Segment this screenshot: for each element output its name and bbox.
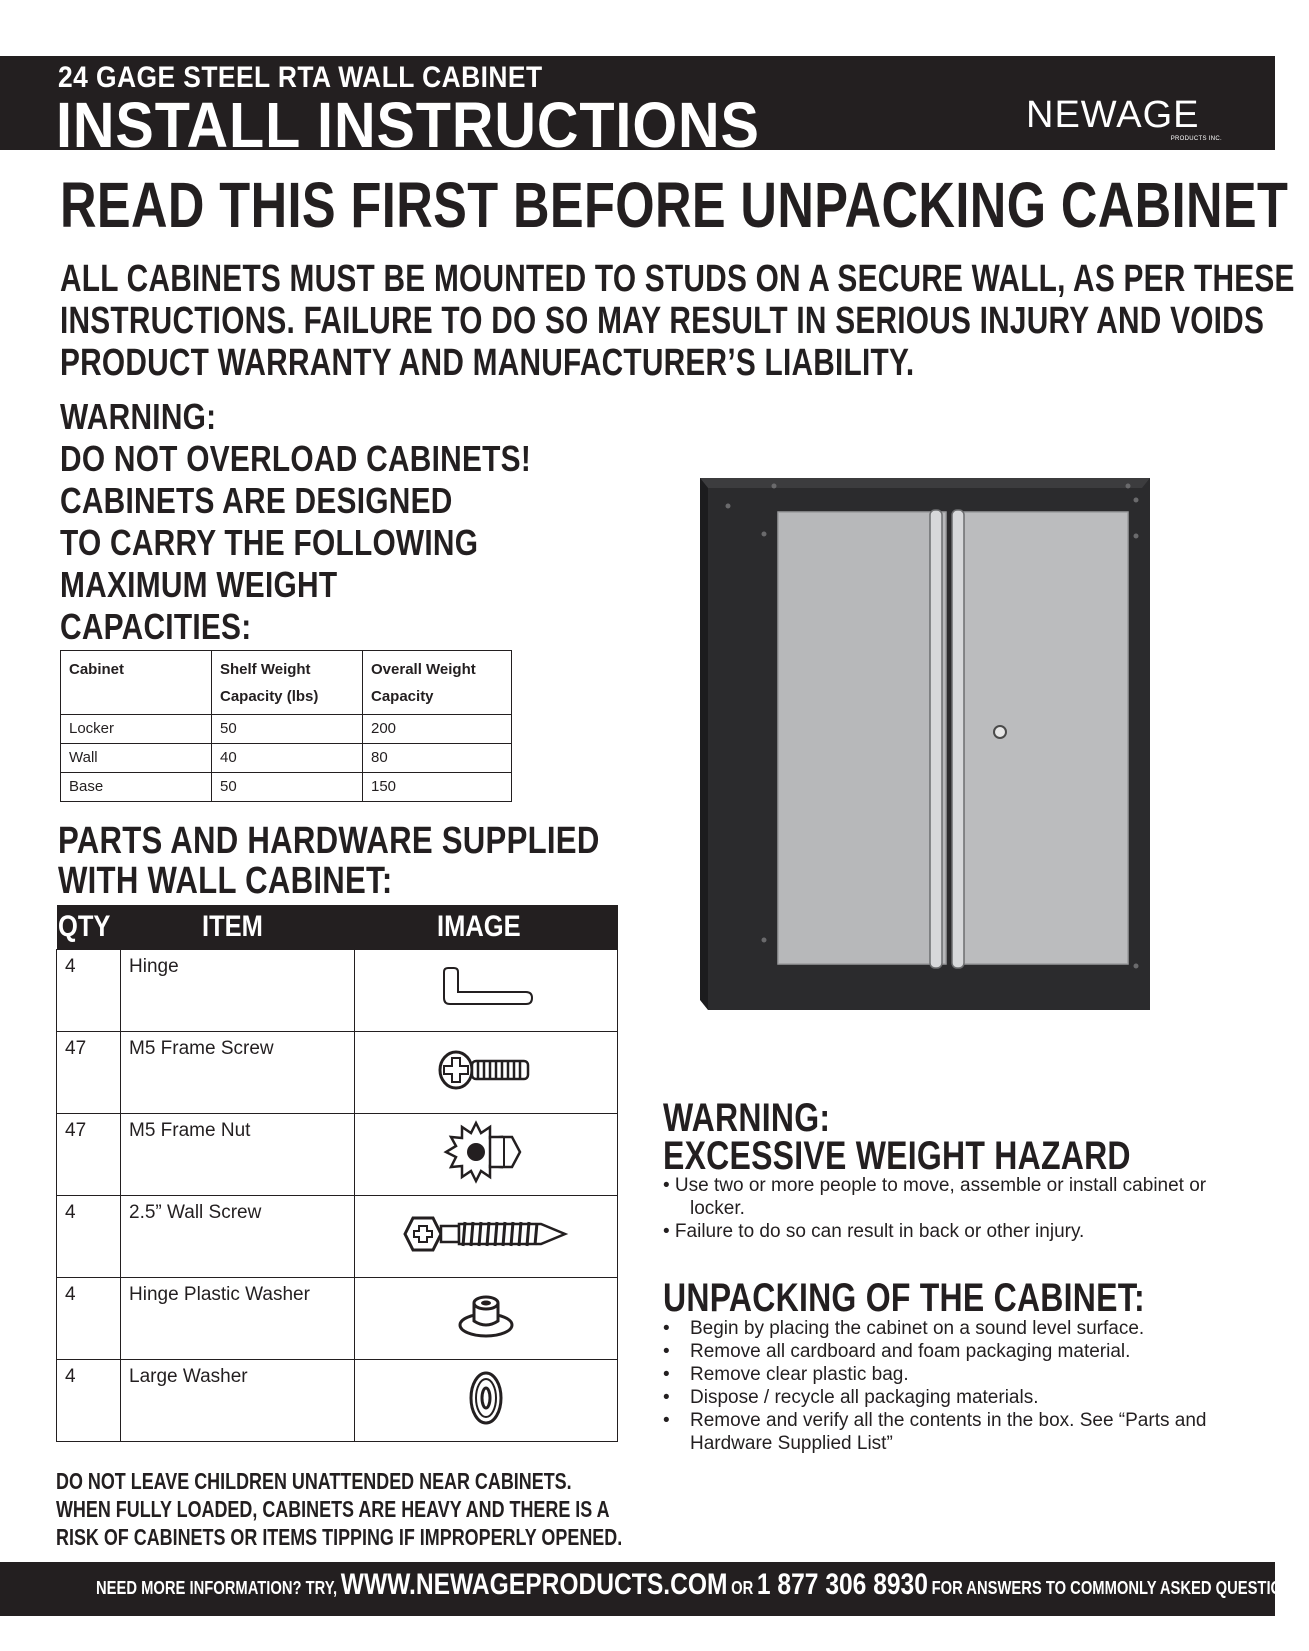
parts-table-header-row [57, 905, 618, 950]
weight-hazard-bullet-1: • Use two or more people to move, assemble or install cabinet or [663, 1175, 1207, 1196]
read-first-heading: READ THIS FIRST BEFORE UNPACKING CABINET [60, 169, 1289, 241]
table-row [57, 1032, 618, 1114]
capacity-header-overall: Overall Weight Capacity [363, 651, 512, 715]
unpacking-heading: UNPACKING OF THE CABINET: [663, 1276, 1145, 1320]
capacity-header-cabinet: Cabinet [61, 651, 212, 715]
item-cell: Large Washer [121, 1360, 355, 1442]
newage-logo [1026, 94, 1222, 142]
shelf-capacity-cell: 50 [212, 773, 363, 802]
overload-warning-line-6: CAPACITIES: [60, 606, 252, 647]
wall-cabinet-illustration [690, 470, 1160, 1030]
wall-screw-icon [401, 1209, 571, 1259]
website-link[interactable]: WWW.NEWAGEPRODUCTS.COM [340, 1568, 728, 1601]
item-cell: M5 Frame Nut [121, 1114, 355, 1196]
unpacking-step-3: Remove clear plastic bag. [690, 1364, 909, 1385]
parts-heading-line-2: WITH WALL CABINET: [58, 860, 393, 902]
capacity-header-shelf: Shelf Weight Capacity (lbs) [212, 651, 363, 715]
weight-hazard-heading-line-1: WARNING: [663, 1096, 831, 1140]
frame-nut-icon [446, 1119, 526, 1185]
parts-hardware-table [56, 905, 618, 1442]
parts-heading-line-1: PARTS AND HARDWARE SUPPLIED [58, 820, 600, 862]
item-cell: M5 Frame Screw [121, 1032, 355, 1114]
cabinet-type-cell: Wall [61, 744, 212, 773]
image-cell [355, 1032, 618, 1114]
qty-cell: 47 [57, 1032, 121, 1114]
footer-period: . [1302, 1568, 1309, 1601]
weight-hazard-bullet-1-cont: locker. [690, 1198, 745, 1219]
bullet-icon: • [663, 1364, 670, 1385]
overload-warning-line-3: CABINETS ARE DESIGNED [60, 480, 453, 521]
cabinet-type-cell: Locker [61, 715, 212, 744]
table-row [57, 1196, 618, 1278]
bullet-icon: • [663, 1318, 670, 1339]
logo-subtext: PRODUCTS INC. [1170, 136, 1222, 142]
children-warning-line-3: RISK OF CABINETS OR ITEMS TIPPING IF IMPROPERLY OPENED. [56, 1524, 623, 1550]
hinge-icon [436, 966, 536, 1010]
children-warning-line-2: WHEN FULLY LOADED, CABINETS ARE HEAVY AND THERE IS A [56, 1496, 610, 1522]
qty-cell: 4 [57, 1360, 121, 1442]
unpacking-step-2: Remove all cardboard and foam packaging material. [690, 1341, 1131, 1362]
parts-header-qty: QTY [57, 905, 121, 950]
header-band [0, 56, 1275, 161]
weight-capacity-table [60, 650, 512, 802]
image-cell [355, 950, 618, 1032]
overall-capacity-cell: 200 [363, 715, 512, 744]
cabinet-type-cell: Base [61, 773, 212, 802]
qty-cell: 4 [57, 950, 121, 1032]
bullet-icon: • [663, 1387, 670, 1408]
unpacking-step-1: Begin by placing the cabinet on a sound level surface. [690, 1318, 1145, 1339]
mounting-warning-line-3: PRODUCT WARRANTY AND MANUFACTURER’S LIABILITY. [60, 342, 915, 384]
item-cell: Hinge [121, 950, 355, 1032]
overload-warning-line-5: MAXIMUM WEIGHT [60, 564, 338, 605]
qty-cell: 4 [57, 1278, 121, 1360]
plastic-washer-icon [456, 1291, 516, 1341]
overload-warning-line-4: TO CARRY THE FOLLOWING [60, 522, 479, 563]
logo-text: NEWAGE [1026, 94, 1200, 136]
qty-cell: 47 [57, 1114, 121, 1196]
table-row [61, 744, 512, 773]
unpacking-step-5: Remove and verify all the contents in the box. See “Parts and [690, 1410, 1207, 1431]
footer-text-1: NEED MORE INFORMATION? TRY, [96, 1578, 338, 1598]
image-cell [355, 1114, 618, 1196]
overload-warning-line-2: DO NOT OVERLOAD CABINETS! [60, 438, 532, 479]
overall-capacity-cell: 80 [363, 744, 512, 773]
parts-header-image: IMAGE [355, 905, 618, 950]
image-cell [355, 1196, 618, 1278]
item-cell: Hinge Plastic Washer [121, 1278, 355, 1360]
image-cell [355, 1278, 618, 1360]
mounting-warning-line-2: INSTRUCTIONS. FAILURE TO DO SO MAY RESULT IN SERIOUS INJURY AND VOIDS [60, 300, 1265, 342]
shelf-capacity-cell: 50 [212, 715, 363, 744]
shelf-capacity-cell: 40 [212, 744, 363, 773]
overload-warning-line-1: WARNING: [60, 396, 217, 437]
bullet-icon: • [663, 1410, 670, 1431]
document-subtitle: 24 GAGE STEEL RTA WALL CABINET [58, 61, 543, 94]
footer-text-2: FOR ANSWERS TO COMMONLY ASKED QUESTIONS [931, 1578, 1303, 1598]
weight-hazard-bullet-2: • Failure to do so can result in back or other injury. [663, 1221, 1085, 1242]
phone-number[interactable]: 1 877 306 8930 [756, 1568, 928, 1601]
table-row [61, 773, 512, 802]
item-cell: 2.5” Wall Screw [121, 1196, 355, 1278]
capacity-table-header-row [61, 651, 512, 715]
weight-hazard-heading-line-2: EXCESSIVE WEIGHT HAZARD [663, 1134, 1131, 1178]
unpacking-step-5-cont: Hardware Supplied List” [690, 1433, 893, 1454]
mounting-warning-line-1: ALL CABINETS MUST BE MOUNTED TO STUDS ON A SECURE WALL, AS PER THESE [60, 258, 1295, 300]
bullet-icon: • [663, 1341, 670, 1362]
table-row [57, 1360, 618, 1442]
children-warning-line-1: DO NOT LEAVE CHILDREN UNATTENDED NEAR CABINETS. [56, 1468, 572, 1494]
image-cell [355, 1360, 618, 1442]
footer-or: OR [731, 1578, 754, 1598]
document-title: INSTALL INSTRUCTIONS [56, 89, 760, 161]
footer-contact-line [96, 1568, 1309, 1602]
table-row [61, 715, 512, 744]
overall-capacity-cell: 150 [363, 773, 512, 802]
frame-screw-icon [436, 1045, 536, 1095]
table-row [57, 950, 618, 1032]
table-row [57, 1114, 618, 1196]
qty-cell: 4 [57, 1196, 121, 1278]
unpacking-step-4: Dispose / recycle all packaging materials. [690, 1387, 1039, 1408]
parts-header-item: ITEM [121, 905, 355, 950]
large-washer-icon [466, 1368, 506, 1428]
table-row [57, 1278, 618, 1360]
